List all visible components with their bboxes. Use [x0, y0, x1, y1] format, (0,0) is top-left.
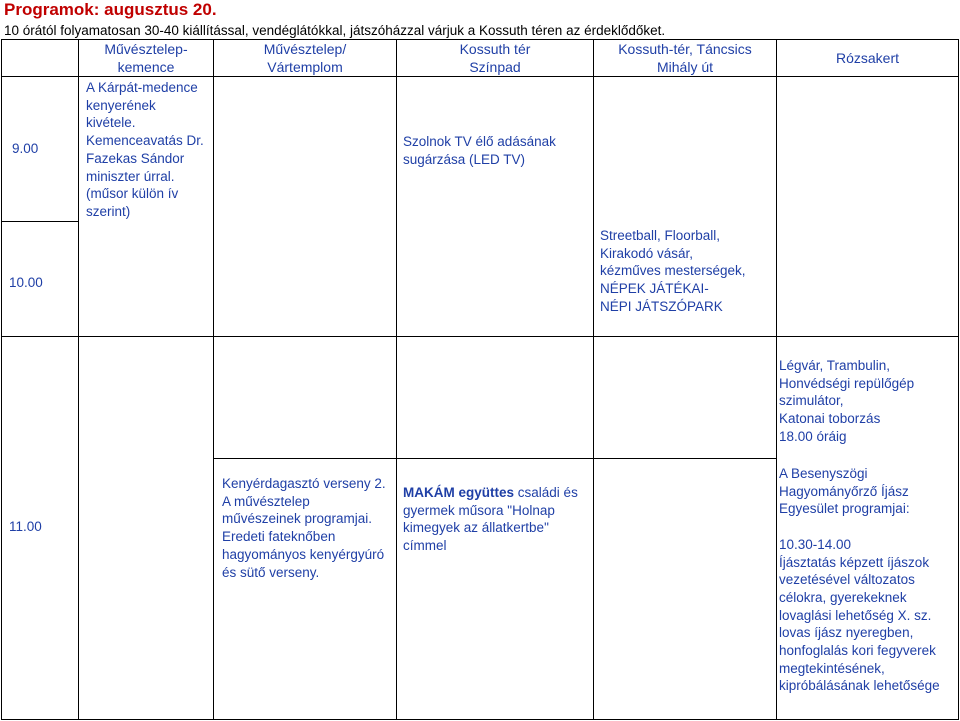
cell-rozsakert-1000: Légvár, Trambulin, Honvédségi repülőgép szimulátor, Katonai toborzás 18.00 óráig	[779, 358, 915, 444]
time-900: 9.00	[12, 141, 39, 156]
cell-szinpad-1100: MAKÁM együttes családi és gyermek műsora "Holnap kimegyek az állatkertbe" címmel	[403, 485, 578, 554]
header-tancsics: Kossuth-tér, Táncsics Mihály út	[618, 41, 752, 75]
cell-kemence-900: A Kárpát-medence kenyerének kivétele. Kemenceavatás Dr. Fazekas Sándor miniszter úrral. (műsor külön ív szerint)	[86, 80, 204, 219]
header-szinpad: Kossuth tér Színpad	[459, 41, 531, 75]
intro-text: 10 órától folyamatosan 30-40 kiállítással, vendéglátókkal, játszóházzal várjuk a Kossuth téren az érdeklődőket.	[4, 23, 666, 38]
page-title: Programok: augusztus 20.	[4, 0, 217, 19]
header-vartemplom: Művésztelep/ Vártemplom	[263, 41, 347, 75]
time-1100: 11.00	[9, 519, 42, 534]
cell-tancsics-1000: Streetball, Floorball, Kirakodó vásár, kézműves mesterségek, NÉPEK JÁTÉKAI- NÉPI JÁTSZÓPARK	[600, 228, 746, 314]
cell-vartemplom-1100: Kenyérdagasztó verseny 2. A művésztelep művészeinek programjai. Eredeti fateknőben hagyományos kenyérgyúró és sütő verseny.	[222, 476, 386, 580]
header-kemence: Művésztelep- kemence	[104, 41, 188, 75]
time-1000: 10.00	[9, 275, 43, 290]
cell-szinpad-900: Szolnok TV élő adásának sugárzása (LED TV)	[403, 134, 556, 167]
cell-rozsakert-1100: A Besenyszögi Hagyományőrző Íjász Egyesület programjai: 10.30-14.00 Íjásztatás képzett íjászok vezetésével változatos célokra, gyerekeknek lovaglási lehetőség X. sz. lovas íjász nyeregben, honfoglalás kori fegyverek megtekintésének, kipróbálásának lehetősége	[779, 466, 940, 694]
header-rozsakert: Rózsakert	[835, 50, 900, 66]
